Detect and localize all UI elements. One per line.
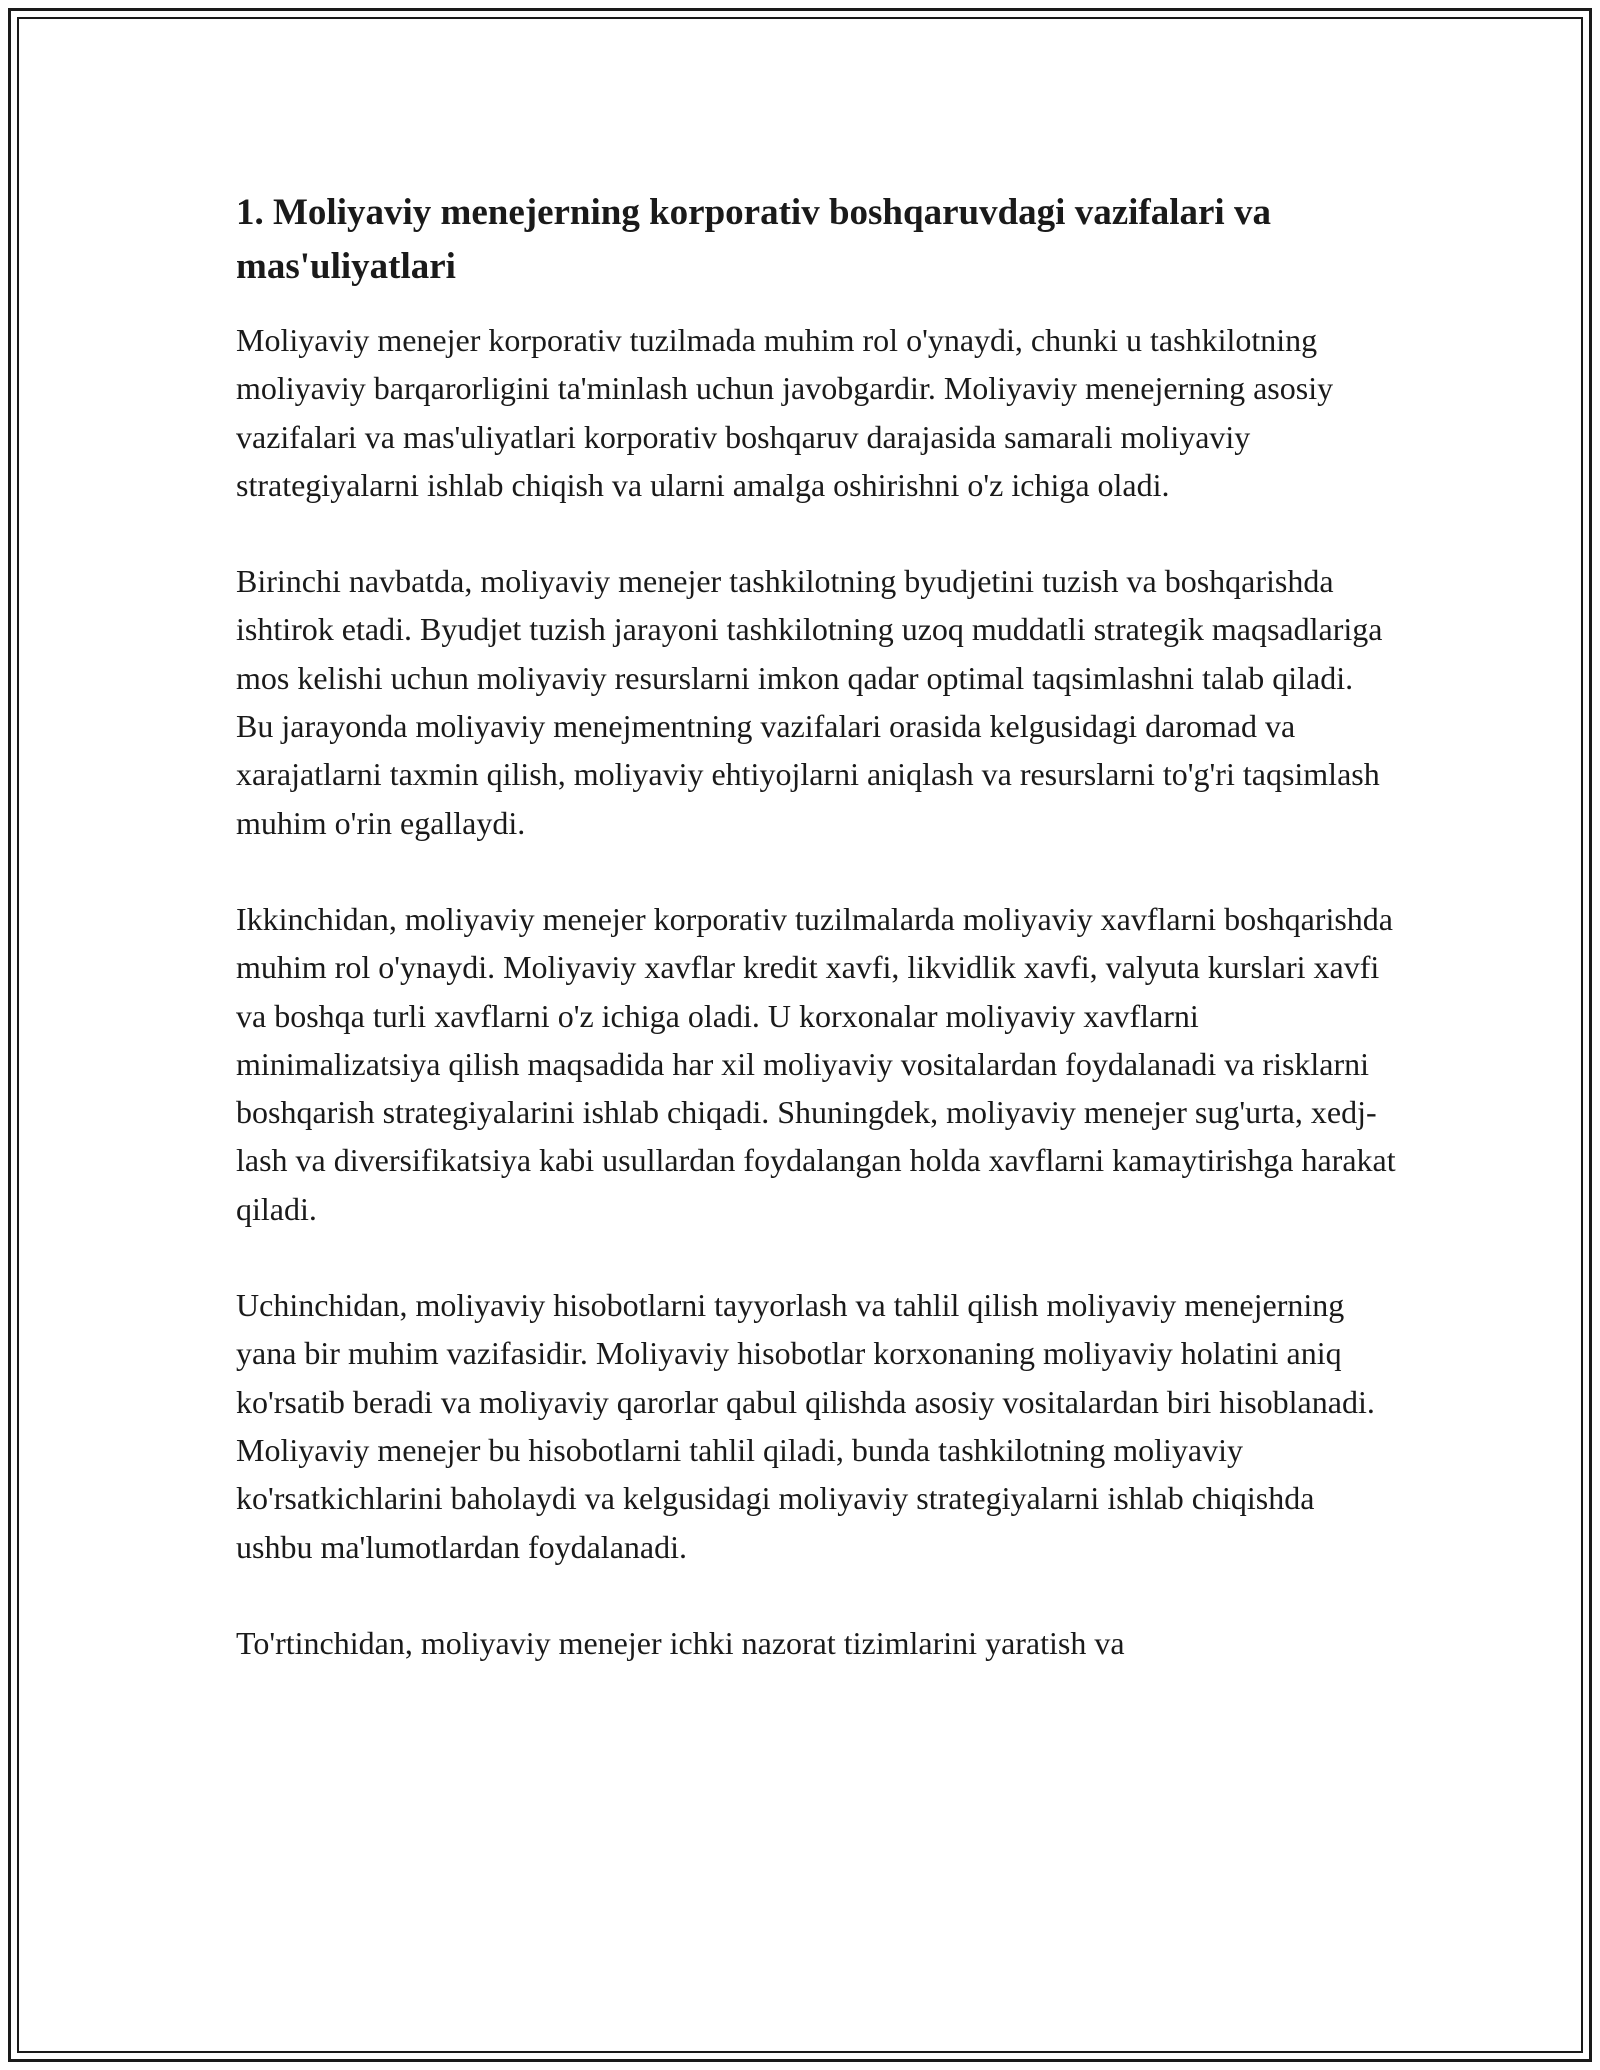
document-body [236, 186, 1396, 1715]
paragraph-third-duty: Uchinchidan, moliyaviy hisobotlarni tayyorlash va tahlil qilish moliyaviy menejerning yana bir muhim vazifasidir. Moliyaviy hisobotlar korxonaning moliyaviy holatini aniq ko'rsatib beradi va moliyaviy qarorlar qabul qilishda asosiy vositalardan biri hisoblanadi. Moliyaviy menejer bu hisobotlarni tahlil qiladi, bunda tashkilotning moliyaviy ko'rsatkichlarini baholaydi va kelgusidagi moliyaviy strategiyalarni ishlab chiqishda ushbu ma'lumotlardan foydalanadi. [236, 1287, 1375, 1565]
section-heading: 1. Moliyaviy menejerning korporativ boshqaruvdagi vazifalari va mas'uliyatlari [236, 192, 1271, 287]
paragraph-first-duty: Birinchi navbatda, moliyaviy menejer tashkilotning byudjetini tuzish va boshqarishda ishtirok etadi. Byudjet tuzish jarayoni tashkilotning uzoq muddatli strategik maqsadlariga mos kelishi uchun moliyaviy resurslarni imkon qadar optimal taqsimlashni talab qiladi. Bu jarayonda moliyaviy menejmentning vazifalari orasida kelgusidagi daromad va xarajatlarni taxmin qilish, moliyaviy ehtiyojlarni aniqlash va resurslarni to'g'ri taqsimlash muhim o'rin egallaydi. [236, 563, 1383, 841]
paragraph-intro: Moliyaviy menejer korporativ tuzilmada muhim rol o'ynaydi, chunki u tashkilotning moliyaviy barqarorligini ta'minlash uchun javobgardir. Moliyaviy menejerning asosiy vazifalari va mas'uliyatlari korporativ boshqaruv darajasida samarali moliyaviy strategiyalarni ishlab chiqish va ularni amalga oshirishni o'z ichiga oladi. [236, 322, 1334, 503]
paragraph-second-duty: Ikkinchidan, moliyaviy menejer korporativ tuzilmalarda moliyaviy xavflarni boshqarishda muhim rol o'ynaydi. Moliyaviy xavflar kredit xavfi, likvidlik xavfi, valyuta kurslari xavfi va boshqa turli xavflarni o'z ichiga oladi. U korxonalar moliyaviy xavflarni minimalizatsiya qilish maqsadida har xil moliyaviy vositalardan foydalanadi va risklarni boshqarish strategiyalarini ishlab chiqadi. Shuningdek, moliyaviy menejer sug'urta, xedj-lash va diversifikatsiya kabi usullardan foydalangan holda xavflarni kamaytirishga harakat qiladi. [236, 900, 1396, 1227]
paragraph-fourth-duty: To'rtinchidan, moliyaviy menejer ichki nazorat tizimlarini yaratish va [236, 1624, 1125, 1661]
